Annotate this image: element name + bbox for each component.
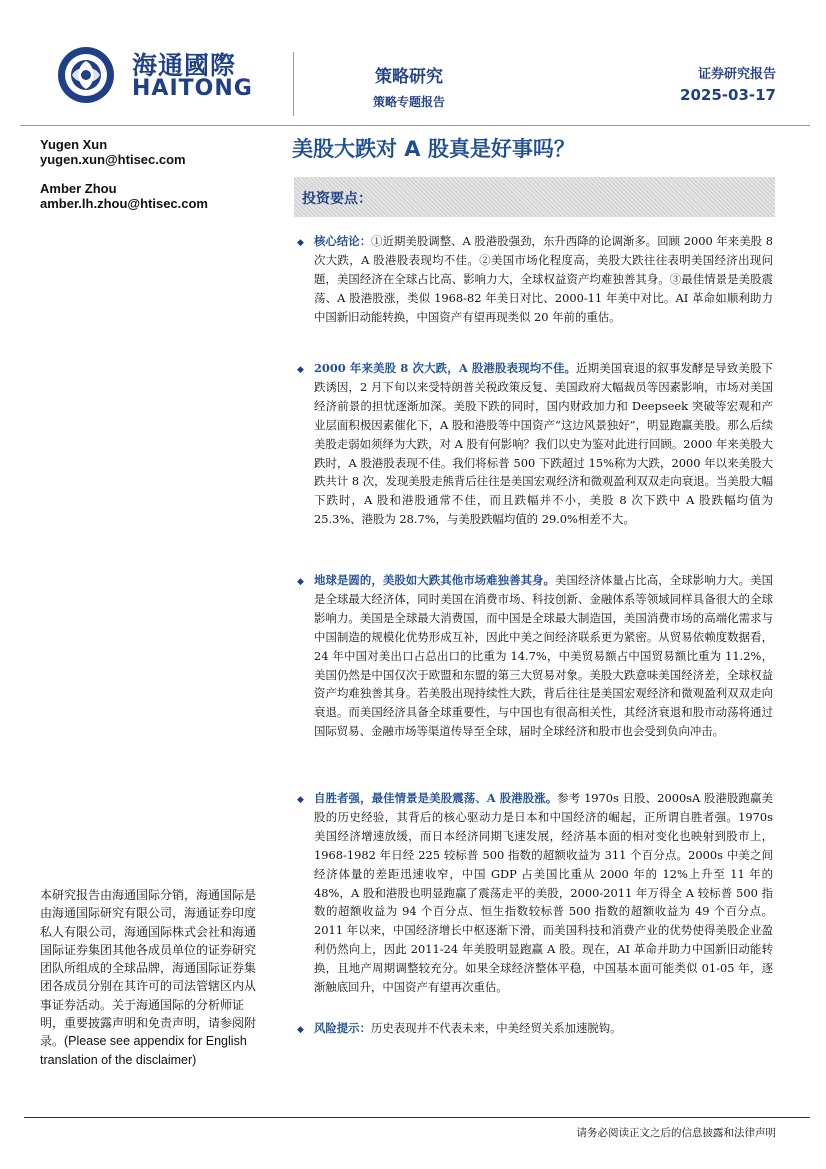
report-title: 美股大跌对 A 股真是好事吗？ (292, 137, 575, 161)
bullet-icon: ◆ (297, 1025, 304, 1035)
paragraph-body: 美国经济体量占比高，全球影响力大。美国是全球最大经济体，同时美国在消费市场、科技创新、金融体系等领域同样具备很大的全球影响力。美国是全球最大消费国，而中国是全球最大制造国，美国消费市场的高端化需求与中国制造的规模化优势形成互补，因此中美之间经济联系更为紧密。从贸易依赖度数据看，24 年中国对美出口占总出口的比重为 14.7%，中美贸易额占中国贸易额比重为 11.2%，美国仍然是中国仅次于欧盟和东盟的第三大贸易对象。美股大跌意味美国经济差，全球权益资产均难独善其身。若美股出现持续性大跌，背后往往是美国宏观经济和微观盈利双双走向衰退。而美国经济具备全球重要性，与中国也有很高相关性，其经济衰退和股市动荡将通过国际贸易、金融市场等渠道传导至全球，届时全球经济和股市也会受到负向冲击。 (314, 573, 773, 739)
author-email[interactable]: amber.lh.zhou@htisec.com (40, 196, 208, 211)
paragraph-best-scenario (314, 789, 773, 997)
disclaimer-en: (Please see appendix for English translation of the disclaimer) (40, 1034, 247, 1067)
brand-name-en: HAITONG (132, 76, 253, 101)
paragraph-body: 参考 1970s 日股、2000sA 股港股跑赢美股的历史经验，其背后的核心驱动力是日本和中国经济的崛起，正所谓自胜者强。1970s 美国经济增速放缓，而日本经济同期飞速发展，经济基本面的相对变化也映射到股市上， 1968-1982 年日经 225 较标普 500 指数的超额收益为 311 个百分点。2000s 中美之间经济体量的差距迅速收窄，中国 GDP 占美国比重从 2000 年的 12%上升至 11 年的 48%，A 股和港股也明显跑赢了震荡走平的美股，2000-2011 年万得全 A 较标普 500 指数的超额收益为 94 个百分点、恒生指数较标普 500 指数的超额收益为 49 个百分点。2011 年以来，中国经济增长中枢逐渐下滑，而美国科技和消费产业的优势使得美股企业盈利仍然向上，因此 2011-24 年美股明显跑赢 A 股。现在，AI 革命并助力中国新旧动能转换，且地产周期调整较充分。如果全球经济整体平稳，中国基本面可能类似 01-05 年，逐渐触底回升，中国资产有望再次重估。 (314, 791, 773, 995)
paragraph-lead: 风险提示： (314, 1021, 371, 1035)
paragraph-lead: 地球是圆的，美股如大跌其他市场难独善其身。 (314, 573, 556, 587)
author-name: Amber Zhou (40, 181, 117, 196)
paragraph-body: 近期美国衰退的叙事发酵是导致美股下跌诱因，2 月下旬以来受特朗普关税政策反复、美国政府大幅裁员等因素影响，市场对美国经济前景的担忧逐渐加深。美股下跌的同时，国内财政加力和 Deepseek 突破等宏观和产业层面积极因素催化下，A 股和港股等中国资产“这边风景独好”，明显跑赢美股。那么后续美股走弱如须绎为大跌，对 A 股有何影响？我们以史为鉴对此进行回顾。2000 年来美股大跌时，A 股港股表现不佳。我们将标普 500 下跌超过 15%称为大跌，2000 年以来美股大跌共计 8 次，发现美股走熊背后往往是美国宏观经济和微观盈利双双走向衰退。当美股大幅下跌时，A 股和港股通常不佳，而且跌幅并不小，美股 8 次下跌中 A 股跌幅均值为 25.3%、港股为 28.7%，与美股跌幅均值的 29.0%相差不大。 (314, 361, 773, 527)
bullet-icon: ◆ (297, 365, 304, 375)
footer-notice: 请务必阅读正文之后的信息披露和法律声明 (576, 1127, 776, 1139)
key-points-label: 投资要点： (302, 191, 372, 207)
paragraph-body: ①近期美股调整、A 股港股强劲，东升西降的论调渐多。回顾 2000 年来美股 8 次大跌，A 股港股表现均不佳。②美国市场化程度高，美股大跌往往表明美国经济出现问题，美国经济在全球占比高、影响力大，全球权益资产均难独善其身。③最佳情景是美股震荡、A 股港股涨，类似 1968-82 年美日对比、2000-11 年美中对比。AI 革命如顺利助力中国新旧动能转换，中国资产有望再现类似 20 年前的重估。 (314, 234, 773, 324)
disclaimer-cn: 本研究报告由海通国际分销，海通国际是由海通国际研究有限公司，海通证券印度私人有限公司，海通国际株式会社和海通国际证券集团其他各成员单位的证券研究团队所组成的全球品牌，海通国际证券集团各成员分别在其许可的司法管辖区内从事证券活动。关于海通国际的分析师证明，重要披露声明和免责声明，请参阅附录。 (40, 888, 257, 1049)
header-divider-horizontal (20, 125, 810, 126)
haitong-emblem-icon (52, 44, 124, 106)
paragraph-global-linkage (314, 571, 773, 741)
paragraph-body: 历史表现并不代表未来，中美经贸关系加速脱钩。 (370, 1021, 622, 1035)
author-name: Yugen Xun (40, 137, 108, 152)
key-points-header (294, 177, 775, 217)
author-email[interactable]: yugen.xun@htisec.com (40, 152, 186, 167)
bullet-icon: ◆ (297, 577, 304, 587)
paragraph-lead: 核心结论： (314, 234, 372, 248)
bullet-icon: ◆ (297, 795, 304, 805)
footer-divider (24, 1117, 810, 1118)
brand-name-cn: 海通國際 (132, 51, 237, 80)
bullet-icon: ◆ (297, 238, 304, 248)
haitong-logo (52, 44, 253, 106)
report-category: 策略研究 (375, 67, 443, 87)
report-type: 证券研究报告 (697, 67, 776, 82)
paragraph-risk (314, 1019, 773, 1038)
report-date: 2025-03-17 (680, 86, 776, 104)
paragraph-core-conclusion (314, 232, 773, 327)
report-subcategory: 策略专题报告 (372, 95, 445, 109)
paragraph-lead: 2000 年来美股 8 次大跌，A 股港股表现均不佳。 (314, 361, 577, 375)
paragraph-us-drops (314, 359, 773, 529)
paragraph-lead: 自胜者强，最佳情景是美股震荡、A 股港股涨。 (314, 791, 558, 805)
disclaimer (40, 886, 262, 1069)
